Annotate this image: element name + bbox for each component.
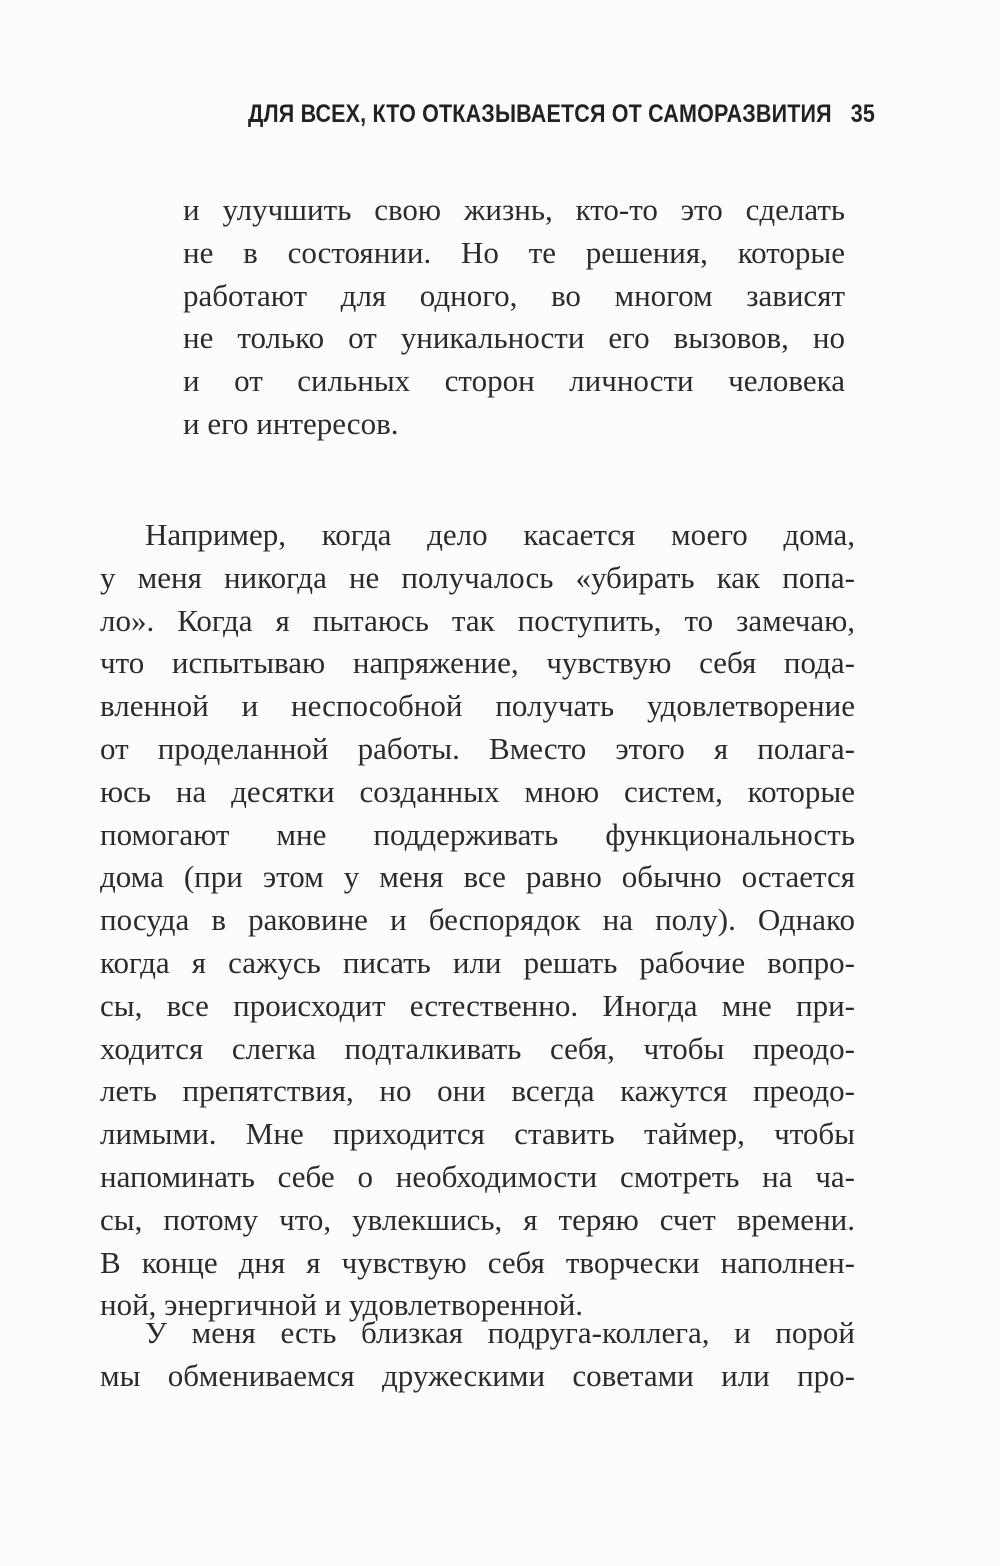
text-line: ло». Когда я пытаюсь так поступить, то замечаю, [100, 602, 855, 638]
text-line: и от сильных сторон личности человека [183, 363, 845, 399]
text-line: ной, энергичной и удовлетворенной. [100, 1287, 584, 1323]
text-line: работают для одного, во многом зависят [183, 277, 845, 313]
text-line: леть препятствия, но они всегда кажутся преодо- [100, 1073, 855, 1109]
text-line: и его интересов. [183, 406, 399, 441]
text-line: посуда в раковине и беспорядок на полу). Однако [100, 902, 855, 938]
text-line: Например, когда дело касается моего дома, [145, 517, 855, 552]
text-line: сы, все происходит естественно. Иногда мне при- [100, 987, 855, 1023]
text-line: у меня никогда не получалось «убирать как попа- [100, 559, 855, 595]
text-line: помогают мне поддерживать функциональность [100, 816, 855, 852]
text-line: ходится слегка подталкивать себя, чтобы преодо- [100, 1030, 855, 1066]
text-line: вленной и неспособной получать удовлетворение [100, 688, 855, 724]
text-line: мы обмениваемся дружескими советами или про- [100, 1357, 855, 1393]
text-line: напоминать себе о необходимости смотреть на ча- [100, 1159, 855, 1194]
text-line: У меня есть близкая подруга-коллега, и порой [145, 1315, 855, 1350]
text-line: от проделанной работы. Вместо этого я полага- [100, 731, 855, 766]
text-line: сы, потому что, увлекшись, я теряю счет времени. [100, 1201, 855, 1237]
page-number: 35 [850, 100, 875, 128]
text-line: не в состоянии. Но те решения, которые [183, 234, 845, 270]
text-line: не только от уникальности его вызовов, но [183, 320, 845, 356]
text-line: когда я сажусь писать или решать рабочие вопро- [100, 945, 855, 980]
text-line: лимыми. Мне приходится ставить таймер, чтобы [100, 1116, 855, 1152]
text-line: дома (при этом у меня все равно обычно остается [100, 859, 855, 895]
text-line: В конце дня я чувствую себя творчески наполнен- [100, 1244, 855, 1280]
running-header-title: ДЛЯ ВСЕХ, КТО ОТКАЗЫВАЕТСЯ ОТ САМОРАЗВИТИЯ [248, 100, 832, 128]
text-line: юсь на десятки созданных мною систем, которые [100, 773, 855, 809]
text-line: что испытываю напряжение, чувствую себя пода- [100, 645, 855, 681]
text-line: и улучшить свою жизнь, кто-то это сделать [183, 192, 845, 227]
running-header [248, 100, 875, 129]
